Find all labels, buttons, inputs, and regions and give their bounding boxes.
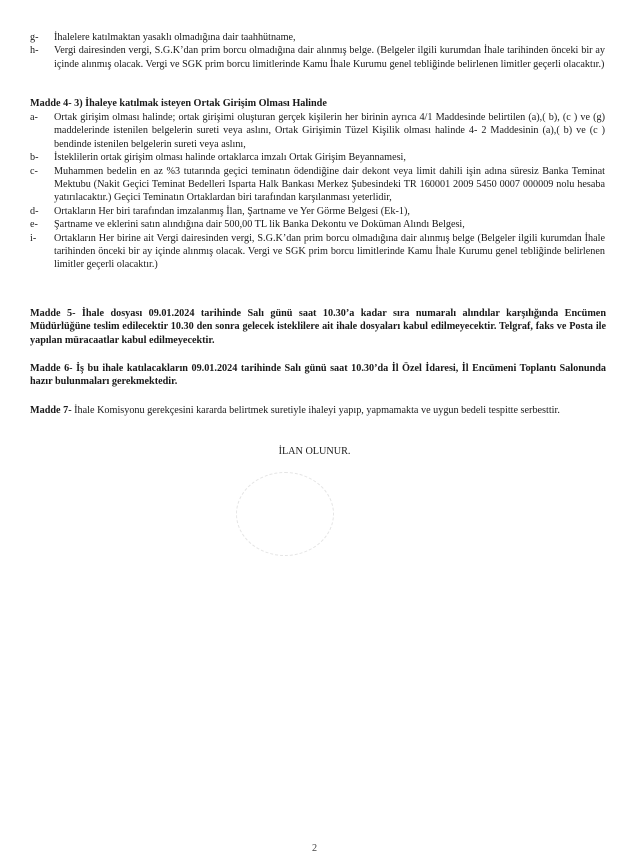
item-text: Ortakların Her biri tarafından imzalanmış İlan, Şartname ve Yer Görme Belgesi (Ek-1), [54, 205, 410, 217]
list-item [30, 218, 605, 231]
item-marker: a- [30, 112, 38, 123]
item-text: Muhammen bedelin en az %3 tutarında geçici teminatın ödendiğine dair dekont veya limit dahili işin adına süresiz Banka Teminat Mektubu (Nakit Geçici Teminat Bedelleri Isparta Halk Bankası Merkez Şubesindeki TR 160001 2009 5450 0007 000009 nolu hesaba yatırılacaktır.) Geçici Teminatın Ortaklardan biri tarafından karşılanması yeterlidir, [54, 165, 605, 204]
faint-stamp-seal [236, 472, 334, 556]
madde7-label: Madde 7- [30, 405, 72, 416]
list-item [30, 151, 605, 164]
item-text: Şartname ve eklerini satın alındığına dair 500,00 TL lik Banka Dekontu ve Doküman Alındı Belgesi, [54, 219, 465, 231]
madde5-paragraph: Madde 5- İhale dosyası 09.01.2024 tarihinde Salı günü saat 10.30’a kadar sıra numaralı alındılar karşılığında Encümen Müdürlüğüne teslim edilecektir 10.30 den sonra gelecek isteklilere ait ihale dosyaları kabul edilmeyecektir. Telgraf, faks ve Posta ile yapılan müracaatlar kabul edilmeyecektir. [30, 308, 606, 346]
madde4-list [30, 111, 605, 272]
item-text: Ortakların Her birine ait Vergi dairesinden vergi, S.G.K’dan prim borcu olmadığına dair alınmış belge (Belgeler ilgili kurumdan İhale tarihinden önceki bir ay içinde alınmış olacak. Vergi ve SGK prim borcu limitlerinde Kamu İhale Kurumu genel tebliğinde belirlenen limitler geçerli olacaktır.) [54, 232, 605, 271]
item-marker: e- [30, 219, 38, 231]
item-text: Ortak girişim olması halinde; ortak girişimi oluşturan gerçek kişilerin her birinin ayrıca 4/1 Maddesinde belirtilen (a),( b), (c ) ve (g) maddelerinde istenilen belgelerin sureti veya aslını, Ortak Girişimin Tüzel Kişilik olması halinde 4- 2 Maddesinin (a),( b) ve (c ) bendinde istenilen belgelerin sureti veya aslını, [54, 112, 605, 150]
list-item [30, 44, 605, 71]
page-number: 2 [311, 843, 318, 854]
madde6-paragraph: Madde 6- İş bu ihale katılacakların 09.01.2024 tarihinde Salı günü saat 10.30’da İl Özel İdaresi, İl Encümeni Toplantı Salonunda hazır bulunmaları gerekmektedir. [30, 363, 606, 388]
madde7-paragraph [30, 404, 606, 417]
ilan-olunur: İLAN OLUNUR. [278, 446, 351, 457]
madde7-text: İhale Komisyonu gerekçesini kararda belirtmek suretiyle ihaleyi yapıp, yapmamakta ve uygun bedeli tespitte serbesttir. [71, 405, 560, 416]
list-item [30, 31, 605, 44]
list-item [30, 165, 605, 205]
list-item [30, 232, 605, 272]
list-item [30, 111, 605, 151]
item-marker: h- [30, 45, 39, 57]
item-marker: g- [30, 32, 39, 43]
item-marker: i- [30, 232, 37, 244]
item-text: İhalelere katılmaktan yasaklı olmadığına dair taahhütname, [54, 32, 296, 43]
item-marker: c- [30, 165, 38, 177]
list-item [30, 205, 605, 218]
item-marker: d- [30, 205, 39, 217]
requirements-list-top [30, 31, 605, 71]
item-text: Vergi dairesinden vergi, S.G.K’dan prim borcu olmadığına dair alınmış belge. (Belgeler ilgili kurumdan İhale tarihinden önceki bir ay içinde alınmış olacak. Vergi ve SGK prim borcu limitlerinde Kamu İhale Kurumu genel tebliğinde belirlenen limitler geçerli olacaktır.) [54, 45, 605, 70]
item-marker: b- [30, 152, 39, 164]
madde4-heading: Madde 4- 3) İhaleye katılmak isteyen Ortak Girişim Olması Halinde [30, 98, 327, 109]
item-text: İsteklilerin ortak girişim olması halinde ortaklarca imzalı Ortak Girişim Beyannamesi, [54, 152, 406, 164]
